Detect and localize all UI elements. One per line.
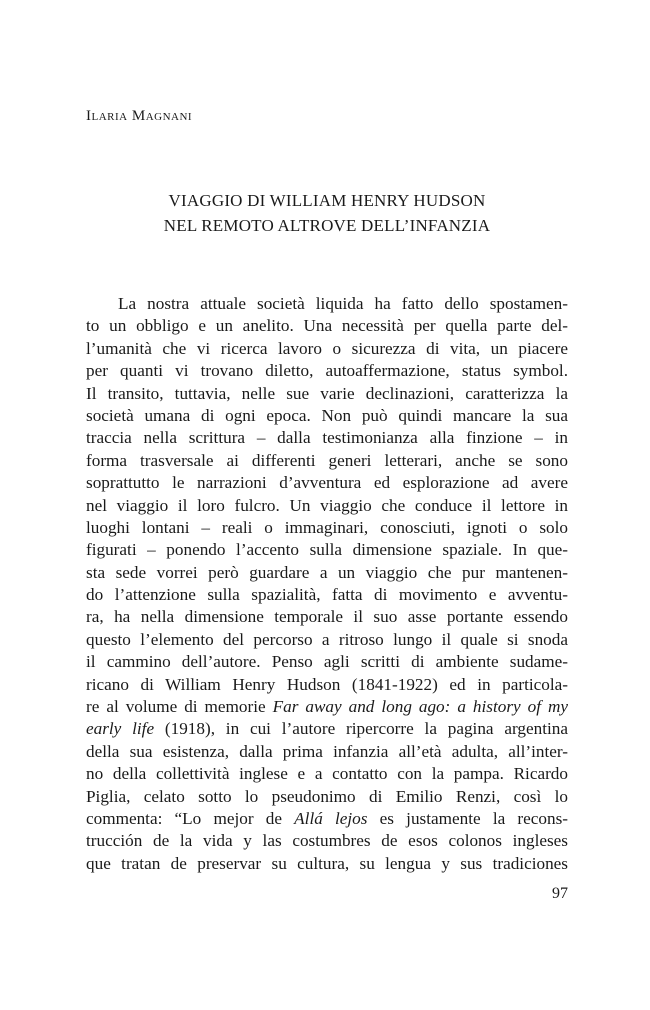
text-line (86, 808, 568, 830)
text-line: della sua esistenza, dalla prima infanzia all’età adulta, all’inter- (86, 741, 568, 761)
book-title-italic: Allá lejos (294, 808, 368, 828)
text-line: luoghi lontani – reali o immaginari, conosciuti, ignoti o solo (86, 517, 568, 537)
book-title-italic: Far away and long ago: a history of my (272, 697, 568, 717)
text-line: ra, ha nella dimensione temporale il suo asse portante essendo (86, 607, 568, 627)
book-title-italic: early life (86, 719, 155, 739)
text-line: to un obbligo e un anelito. Una necessità per quella parte del- (86, 316, 568, 336)
text-run: re al volume di memorie (86, 697, 273, 717)
text-line: trucción de la vida y las costumbres de esos colonos ingleses (86, 831, 568, 851)
text-line: società umana di ogni epoca. Non può quindi mancare la sua (86, 405, 568, 425)
text-line: il cammino dell’autore. Penso agli scritti di ambiente sudame- (86, 652, 568, 672)
text-line: soprattutto le narrazioni d’avventura ed esplorazione ad avere (86, 473, 568, 493)
text-line: ricano di William Henry Hudson (1841-1922) ed in particola- (86, 674, 568, 694)
text-run: es justamente la recons- (367, 808, 568, 828)
title-line-2: NEL REMOTO ALTROVE DELL’INFANZIA (163, 216, 491, 235)
text-run: commenta: “Lo mejor de (86, 808, 295, 828)
text-line: figurati – ponendo l’accento sulla dimensione spaziale. In que- (86, 540, 568, 560)
text-line: nel viaggio il loro fulcro. Un viaggio che conduce il lettore in (86, 495, 568, 515)
page-number: 97 (552, 885, 568, 902)
chapter-title (86, 188, 568, 238)
text-line: que tratan de preservar su cultura, su lengua y sus tradiciones (86, 853, 568, 873)
text-line: l’umanità che vi ricerca lavoro o sicurezza di vita, un piacere (86, 338, 568, 358)
text-line: sta sede vorrei però guardare a un viaggio che pur mantenen- (86, 562, 568, 582)
text-line: do l’attenzione sulla spazialità, fatta di movimento e avventu- (86, 585, 568, 605)
text-line (86, 718, 568, 740)
text-line: Il transito, tuttavia, nelle sue varie declinazioni, caratterizza la (86, 383, 568, 403)
text-line: per quanti vi trovano diletto, autoaffermazione, status symbol. (86, 361, 568, 381)
author-name: Ilaria Magnani (86, 108, 193, 124)
text-line: traccia nella scrittura – dalla testimonianza alla finzione – in (86, 428, 568, 448)
body-text (86, 293, 568, 875)
text-line: forma trasversale ai differenti generi letterari, anche se sono (86, 450, 568, 470)
text-line: no della collettività inglese e a contatto con la pampa. Ricardo (86, 764, 568, 784)
text-line: La nostra attuale società liquida ha fatto dello spostamen- (118, 294, 568, 313)
text-line (86, 696, 568, 718)
text-run: (1918), in cui l’autore ripercorre la pagina argentina (154, 719, 568, 739)
text-line: questo l’elemento del percorso a ritroso lungo il quale si snoda (86, 629, 568, 649)
text-line: Piglia, celato sotto lo pseudonimo di Emilio Renzi, così lo (86, 786, 568, 806)
title-line-1: VIAGGIO DI WILLIAM HENRY HUDSON (168, 191, 486, 210)
